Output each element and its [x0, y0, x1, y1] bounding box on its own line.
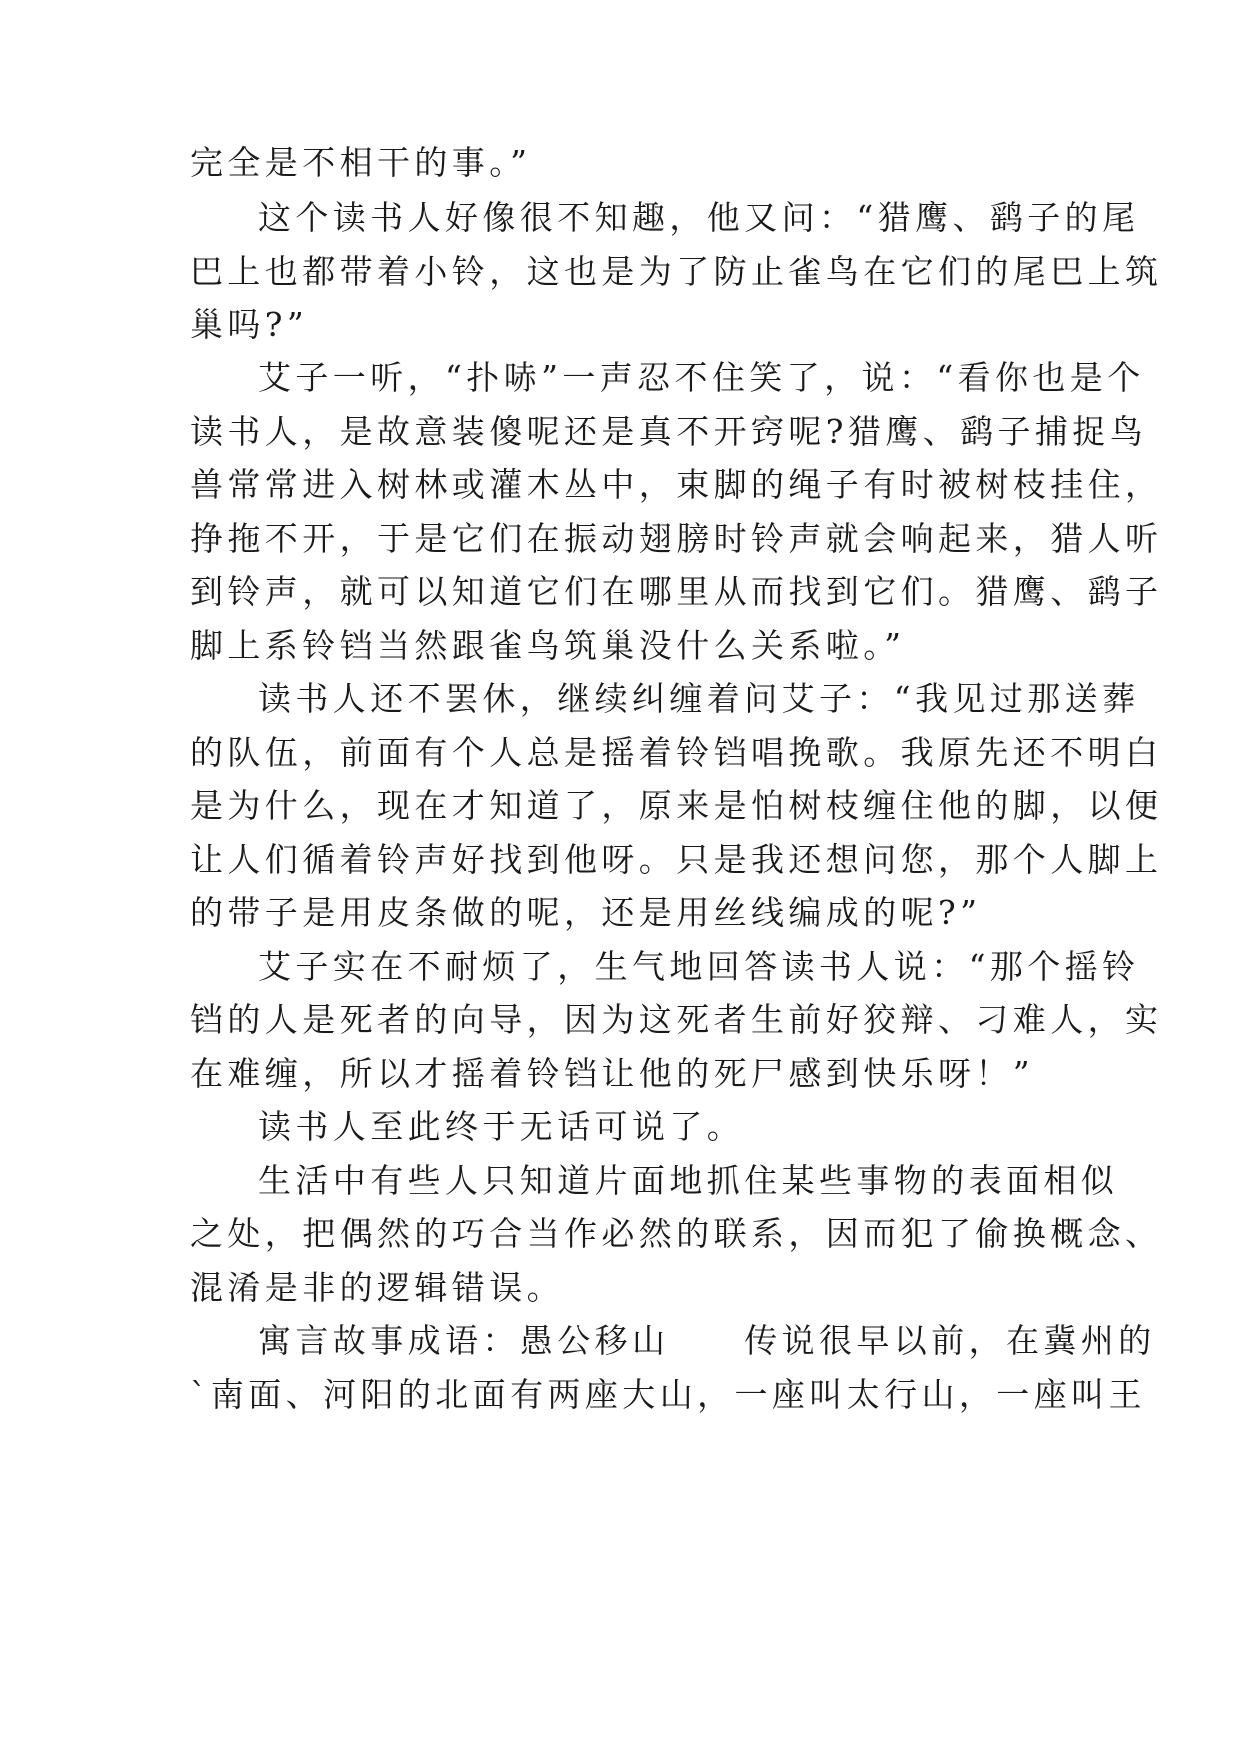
- text-line: 这个读书人好像很不知趣，他又问：“猎鹰、鹞子的尾: [258, 198, 1140, 237]
- text-line: 寓言故事成语：愚公移山 传说很早以前，在冀州的: [258, 1321, 1156, 1360]
- text-line: 巴上也都带着小铃，这也是为了防止雀鸟在它们的尾巴上筑: [190, 252, 1163, 291]
- text-line: 脚上系铃铛当然跟雀鸟筑巢没什么关系啦。”: [190, 626, 906, 665]
- text-line: 在难缠，所以才摇着铃铛让他的死尸感到快乐呀！”: [190, 1054, 1035, 1093]
- text-line: 读书人至此终于无话可说了。: [258, 1107, 745, 1146]
- text-line: 完全是不相干的事。”: [190, 143, 532, 182]
- text-line: 读书人，是故意装傻呢还是真不开窍呢?猎鹰、鹞子捕捉鸟: [190, 412, 1148, 451]
- text-line: 之处，把偶然的巧合当作必然的联系，因而犯了偷换概念、: [190, 1214, 1163, 1253]
- text-line: `南面、河阳的北面有两座大山，一座叫太行山，一座叫王: [190, 1375, 1146, 1414]
- text-line: 的带子是用皮条做的呢，还是用丝线编成的呢?”: [190, 893, 982, 932]
- text-line: 兽常常进入树林或灌木丛中，束脚的绳子有时被树枝挂住，: [190, 465, 1163, 504]
- text-line: 的队伍，前面有个人总是摇着铃铛唱挽歌。我原先还不明白: [190, 733, 1163, 772]
- text-line: 读书人还不罢休，继续纠缠着问艾子：“我见过那送葬: [258, 679, 1140, 718]
- text-line: 混淆是非的逻辑错误。: [190, 1268, 564, 1307]
- text-line: 艾子一听，“扑哧”一声忍不住笑了，说：“看你也是个: [258, 358, 1145, 397]
- text-line: 巢吗?”: [190, 305, 309, 344]
- text-line: 到铃声，就可以知道它们在哪里从而找到它们。猎鹰、鹞子: [190, 572, 1163, 611]
- text-line: 艾子实在不耐烦了，生气地回答读书人说：“那个摇铃: [258, 947, 1140, 986]
- text-line: 是为什么，现在才知道了，原来是怕树枝缠住他的脚，以便: [190, 786, 1163, 825]
- text-line: 挣拖不开，于是它们在振动翅膀时铃声就会响起来，猎人听: [190, 519, 1163, 558]
- text-line: 生活中有些人只知道片面地抓住某些事物的表面相似: [258, 1161, 1119, 1200]
- text-line: 让人们循着铃声好找到他呀。只是我还想问您，那个人脚上: [190, 840, 1163, 879]
- text-line: 铛的人是死者的向导，因为这死者生前好狡辩、刁难人，实: [190, 1000, 1163, 1039]
